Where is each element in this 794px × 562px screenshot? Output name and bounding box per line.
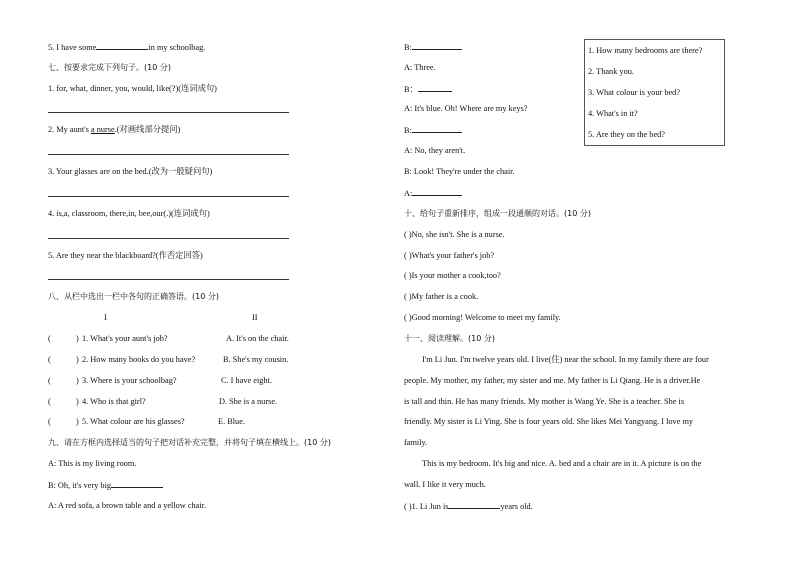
match-q-2: 2. How many books do you have? <box>82 355 196 364</box>
match-a-4: D. She is a nurse. <box>219 397 278 406</box>
column-label-1: I <box>104 313 107 322</box>
reading-question-1: ( )1. Li Jun is years old. <box>404 502 533 511</box>
order-item: ( )My father is a cook. <box>404 292 479 301</box>
option-4: 4. What's in it? <box>588 109 638 118</box>
match-row-3: ( <box>48 376 51 385</box>
option-3: 3. What colour is your bed? <box>588 88 681 97</box>
match-q-3: 3. Where is your schoolbag? <box>82 376 177 385</box>
section-8-heading: 八、从栏中选出一栏中各句的正确答语。(10 分) <box>48 292 219 301</box>
order-item: ( )Good morning! Welcome to meet my family. <box>404 313 561 322</box>
answer-blank[interactable] <box>96 41 148 50</box>
option-5: 5. Are they on the bed? <box>588 130 665 139</box>
reading-line: is tall and thin. He has many friends. My mother is Wang Ye. She is a teacher. She is <box>404 397 685 406</box>
section-11-heading: 十一、阅读理解。(10 分) <box>404 334 495 343</box>
match-q-5: 5. What colour are his glasses? <box>82 417 185 426</box>
answer-blank[interactable] <box>412 41 462 50</box>
match-row-1-close: ) <box>76 334 79 343</box>
option-2: 2. Thank you. <box>588 67 634 76</box>
sec7-item-4: 4. is,a, classroom, there,in, bee,our(.)(连词成句) <box>48 209 210 218</box>
answer-blank[interactable] <box>412 187 462 196</box>
answer-line[interactable] <box>48 154 289 155</box>
reading-line: family. <box>404 438 428 447</box>
section-10-heading: 十、给句子重新排序，组成一段通顺的对话。(10 分) <box>404 209 591 218</box>
order-item: ( )Is your mother a cook,too? <box>404 271 501 280</box>
options-box <box>584 39 725 146</box>
fill-sentence-5: 5. I have some in my schoolbag. <box>48 43 206 52</box>
answer-blank[interactable] <box>418 83 452 92</box>
answer-blank[interactable] <box>448 500 500 509</box>
match-row-3-close: ) <box>76 376 79 385</box>
answer-line[interactable] <box>48 196 289 197</box>
section-9-heading: 九、请在方框内选择适当的句子把对话补充完整，并将句子填在横线上。(10 分) <box>48 438 331 447</box>
reading-line: friendly. My sister is Li Ying. She is four years old. She likes Mei Yangyang. I love my <box>404 417 694 426</box>
dialog-line: B: Look! They're under the chair. <box>404 167 515 176</box>
sec7-item-2: 2. My aunt's a nurse.(对画线部分提问) <box>48 125 181 134</box>
order-item: ( )No, she isn't. She is a nurse. <box>404 230 505 239</box>
sec7-item-3: 3. Your glasses are on the bed.(改为一般疑问句) <box>48 167 213 176</box>
reading-line: wall. I like it very much. <box>404 480 486 489</box>
match-q-4: 4. Who is that girl? <box>82 397 146 406</box>
dialog-line: A: A red sofa, a brown table and a yellow chair. <box>48 501 207 510</box>
match-row-4: ( <box>48 397 51 406</box>
match-row-5: ( <box>48 417 51 426</box>
dialog-line: B: <box>404 41 462 53</box>
reading-line: This is my bedroom. It's big and nice. A. bed and a chair are in it. A picture is on the <box>422 459 702 468</box>
option-1: 1. How many bedrooms are there? <box>588 46 703 55</box>
answer-line[interactable] <box>48 238 289 239</box>
answer-blank[interactable] <box>111 479 163 488</box>
answer-line[interactable] <box>48 279 289 280</box>
match-row-2-close: ) <box>76 355 79 364</box>
match-row-2: ( <box>48 355 51 364</box>
match-row-5-close: ) <box>76 417 79 426</box>
order-item: ( )What's your father's job? <box>404 251 495 260</box>
match-a-2: B. She's my cousin. <box>223 355 289 364</box>
dialog-line: A: Three. <box>404 63 436 72</box>
match-a-1: A. It's on the chair. <box>226 334 289 343</box>
sec7-item-5: 5. Are they near the blackboard?(作否定回答) <box>48 251 203 260</box>
underlined-phrase: a nurse <box>90 125 115 134</box>
match-a-3: C. I have eight. <box>221 376 272 385</box>
dialog-line: A: No, they aren't. <box>404 146 466 155</box>
dialog-line: B: <box>404 124 462 136</box>
match-q-1: 1. What's your aunt's job? <box>82 334 168 343</box>
match-row-1: ( <box>48 334 51 343</box>
dialog-line: A: It's blue. Oh! Where are my keys? <box>404 104 528 113</box>
dialog-line: A: <box>404 187 462 199</box>
dialog-line: B: Oh, it's very big <box>48 479 163 491</box>
answer-blank[interactable] <box>412 124 462 133</box>
dialog-line: B： <box>404 83 452 95</box>
sec7-item-1: 1. for, what, dinner, you, would, like(?)(连词成句) <box>48 84 217 93</box>
reading-line: people. My mother, my father, my sister and me. My father is Li Qiang. He is a driver.He <box>404 376 701 385</box>
reading-line: I'm Li Jun. I'm twelve years old. I live(住) near the school. In my family there are four <box>422 355 709 364</box>
answer-line[interactable] <box>48 112 289 113</box>
section-7-heading: 七、按要求完成下列句子。(10 分) <box>48 63 171 72</box>
match-a-5: E. Blue. <box>218 417 245 426</box>
dialog-line: A: This is my living room. <box>48 459 137 468</box>
column-label-2: II <box>252 313 258 322</box>
match-row-4-close: ) <box>76 397 79 406</box>
